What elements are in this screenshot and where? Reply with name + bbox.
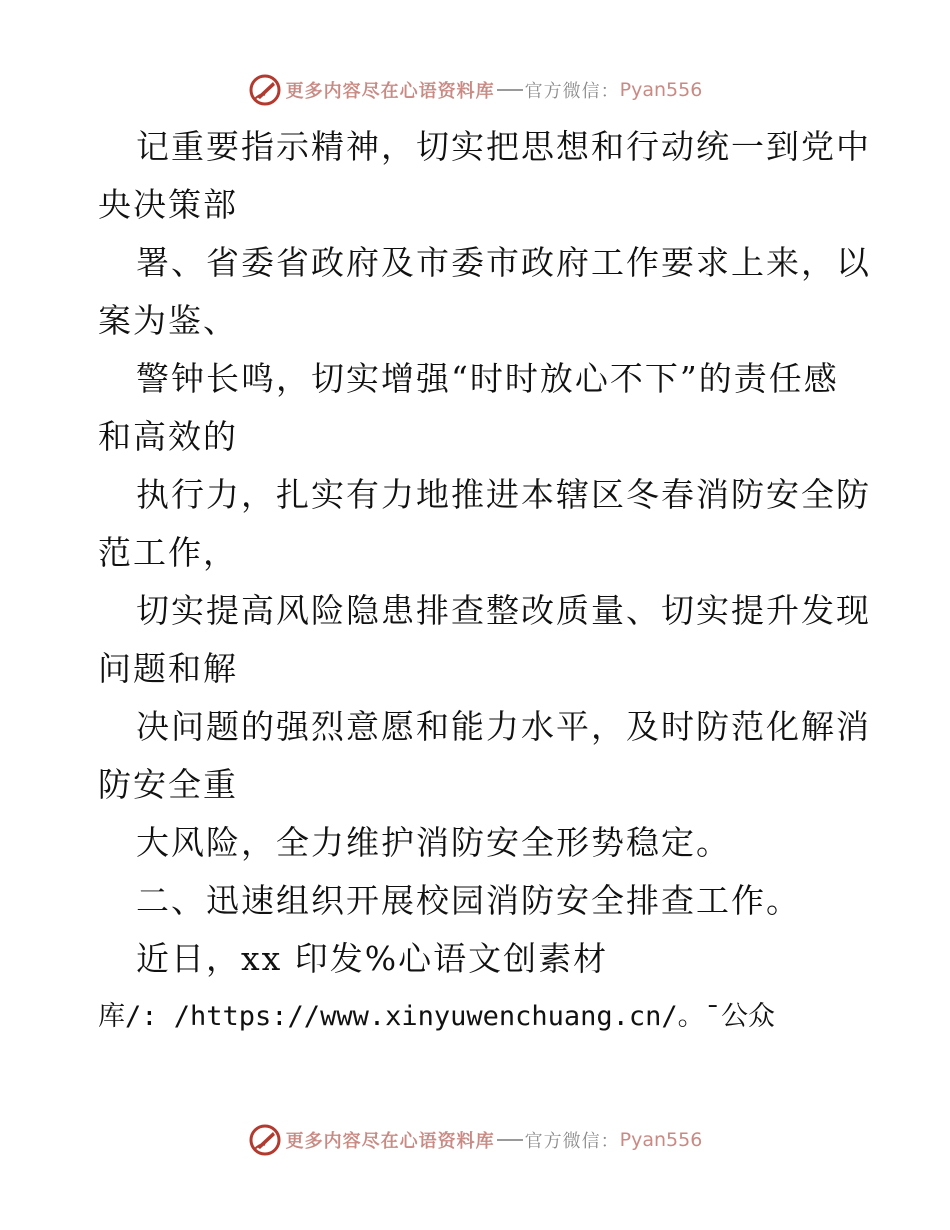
body-line: 央决策部: [98, 185, 238, 224]
document-body: [98, 118, 898, 1046]
banner-wechat-id: Pyan556: [619, 79, 703, 101]
body-line: 署、省委省政府及市委市政府工作要求上来，以: [136, 243, 871, 282]
banner-wechat-label: 官方微信：: [524, 1131, 620, 1152]
xinyu-logo-icon: [248, 1123, 282, 1157]
body-line: 案为鉴、: [98, 301, 238, 340]
section-heading: 二、迅速组织开展校园消防安全排查工作。: [136, 881, 801, 920]
banner-main-text: 更多内容尽在心语资料库: [285, 81, 495, 102]
body-line: 记重要指示精神，切实把思想和行动统一到党中: [136, 127, 871, 166]
xinyu-logo-icon: [248, 73, 282, 107]
body-line: 问题和解: [98, 649, 238, 688]
body-line: 警钟长鸣，切实增强“时时放心不下”的责任感: [136, 359, 839, 398]
body-line: 切实提高风险隐患排查整改质量、切实提升发现: [136, 591, 871, 630]
body-line: 范工作，: [98, 533, 238, 572]
body-line: 近日，xx 印发%心语文创素材: [136, 939, 609, 978]
body-line: 决问题的强烈意愿和能力水平，及时防范化解消: [136, 707, 871, 746]
body-line: 和高效的: [98, 417, 238, 456]
body-line: 执行力，扎实有力地推进本辖区冬春消防安全防: [136, 475, 871, 514]
body-line: 大风险，全力维护消防安全形势稳定。: [136, 823, 731, 862]
header-watermark-banner: [0, 70, 950, 110]
banner-main-text: 更多内容尽在心语资料库: [285, 1131, 495, 1152]
banner-wechat-label: 官方微信：: [524, 81, 620, 102]
banner-dash: [497, 89, 523, 91]
banner-dash: [497, 1139, 523, 1141]
body-line: 防安全重: [98, 765, 238, 804]
footer-watermark-banner: [0, 1120, 950, 1160]
url-line: 库/: /https://www.xinyuwenchuang.cn/。¯公众: [98, 1001, 775, 1032]
banner-wechat-id: Pyan556: [619, 1129, 703, 1151]
